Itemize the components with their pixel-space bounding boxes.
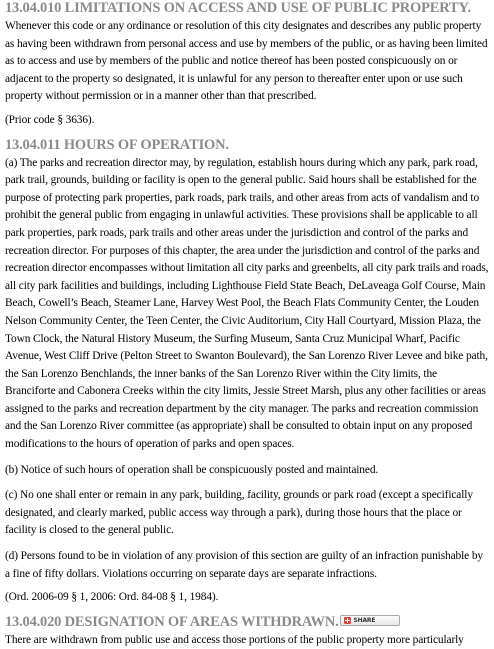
section-paragraph: (b) Notice of such hours of operation shall be conspicuously posted and maintained. bbox=[5, 463, 379, 476]
section-13-04-011 bbox=[5, 136, 489, 607]
section-paragraph: There are withdrawn from public use and access those portions of the public property more particularly bbox=[5, 633, 464, 646]
section-paragraph: Whenever this code or any ordinance or resolution of this city designates and describes any public property as having been withdrawn from personal access and use by members of the public, or as having been limited as to access and use by members of the public and notice thereof has been posted conspicuously on or adjacent to the property so designated, it is unlawful for any person to thereafter enter upon or use such property without permission or in a manner other than that prescribed. bbox=[5, 20, 488, 103]
history-note: (Ord. 2006-09 § 1, 2006: Ord. 84-08 § 1, 1984). bbox=[5, 591, 219, 604]
section-13-04-020 bbox=[5, 613, 489, 649]
share-button[interactable] bbox=[340, 615, 400, 626]
section-13-04-010 bbox=[5, 0, 489, 130]
section-paragraph: (d) Persons found to be in violation of any provision of this section are guilty of an infraction punishable by a fine of fifty dollars. Violations occurring on separate days are separate infractions. bbox=[5, 550, 483, 580]
section-paragraph: (a) The parks and recreation director may, by regulation, establish hours during which any park, park road, park trail, grounds, building or facility is open to the general public. Said hours shall be established for the purpose of protecting park properties, park roads, park trails, and other areas from acts of vandalism and to prohibit the general public from engaging in unlawful activities. These provisions shall be applicable to all park properties, park roads, park trails and other areas under the jurisdiction and control of the parks and recreation director. For purposes of this chapter, the area under the jurisdiction and control of the parks and recreation director encompasses without limitation all city parks and greenbelts, all city park trails and roads, all city park facilities and buildings, including Lighthouse Field State Beach, DeLaveaga Golf Course, Main Beach, Cowell’s Beach, Steamer Lane, Harvey West Pool, the Beach Flats Community Center, the Louden Nelson Community Center, the Teen Center, the Civic Auditorium, City Hall Courtyard, Mission Plaza, the Town Clock, the Natural History Museum, the Surfing Museum, Santa Cruz Municipal Wharf, Pacific Avenue, West Cliff Drive (Pelton Street to Swanton Boulevard), the San Lorenzo River Levee and bike path, the San Lorenzo Benchlands, the inner banks of the San Lorenzo River within the City limits, the Branciforte and Cabonera Creeks within the city limits, Jessie Street Marsh, plus any other facilities or areas assigned to the parks and recreation department by the city manager. The parks and recreation commission and the San Lorenzo River committee (as appropriate) shall be consulted to obtain input on any proposed modifications to the hours of operation of parks and open spaces. bbox=[5, 156, 489, 451]
plus-icon bbox=[344, 617, 351, 624]
section-paragraph: (c) No one shall enter or remain in any park, building, facility, grounds or park road (except a specifically designated, and clearly marked, public access way through a park), during those hours that the place or facility is closed to the general public. bbox=[5, 489, 473, 537]
section-heading: 13.04.020 DESIGNATION OF AREAS WITHDRAWN. bbox=[5, 613, 339, 630]
history-note: (Prior code § 3636). bbox=[5, 113, 95, 126]
section-heading: 13.04.010 LIMITATIONS ON ACCESS AND USE OF PUBLIC PROPERTY. bbox=[5, 0, 471, 16]
section-heading: 13.04.011 HOURS OF OPERATION. bbox=[5, 136, 229, 153]
share-label: SHARE bbox=[353, 617, 376, 625]
section-heading-row bbox=[5, 613, 489, 631]
